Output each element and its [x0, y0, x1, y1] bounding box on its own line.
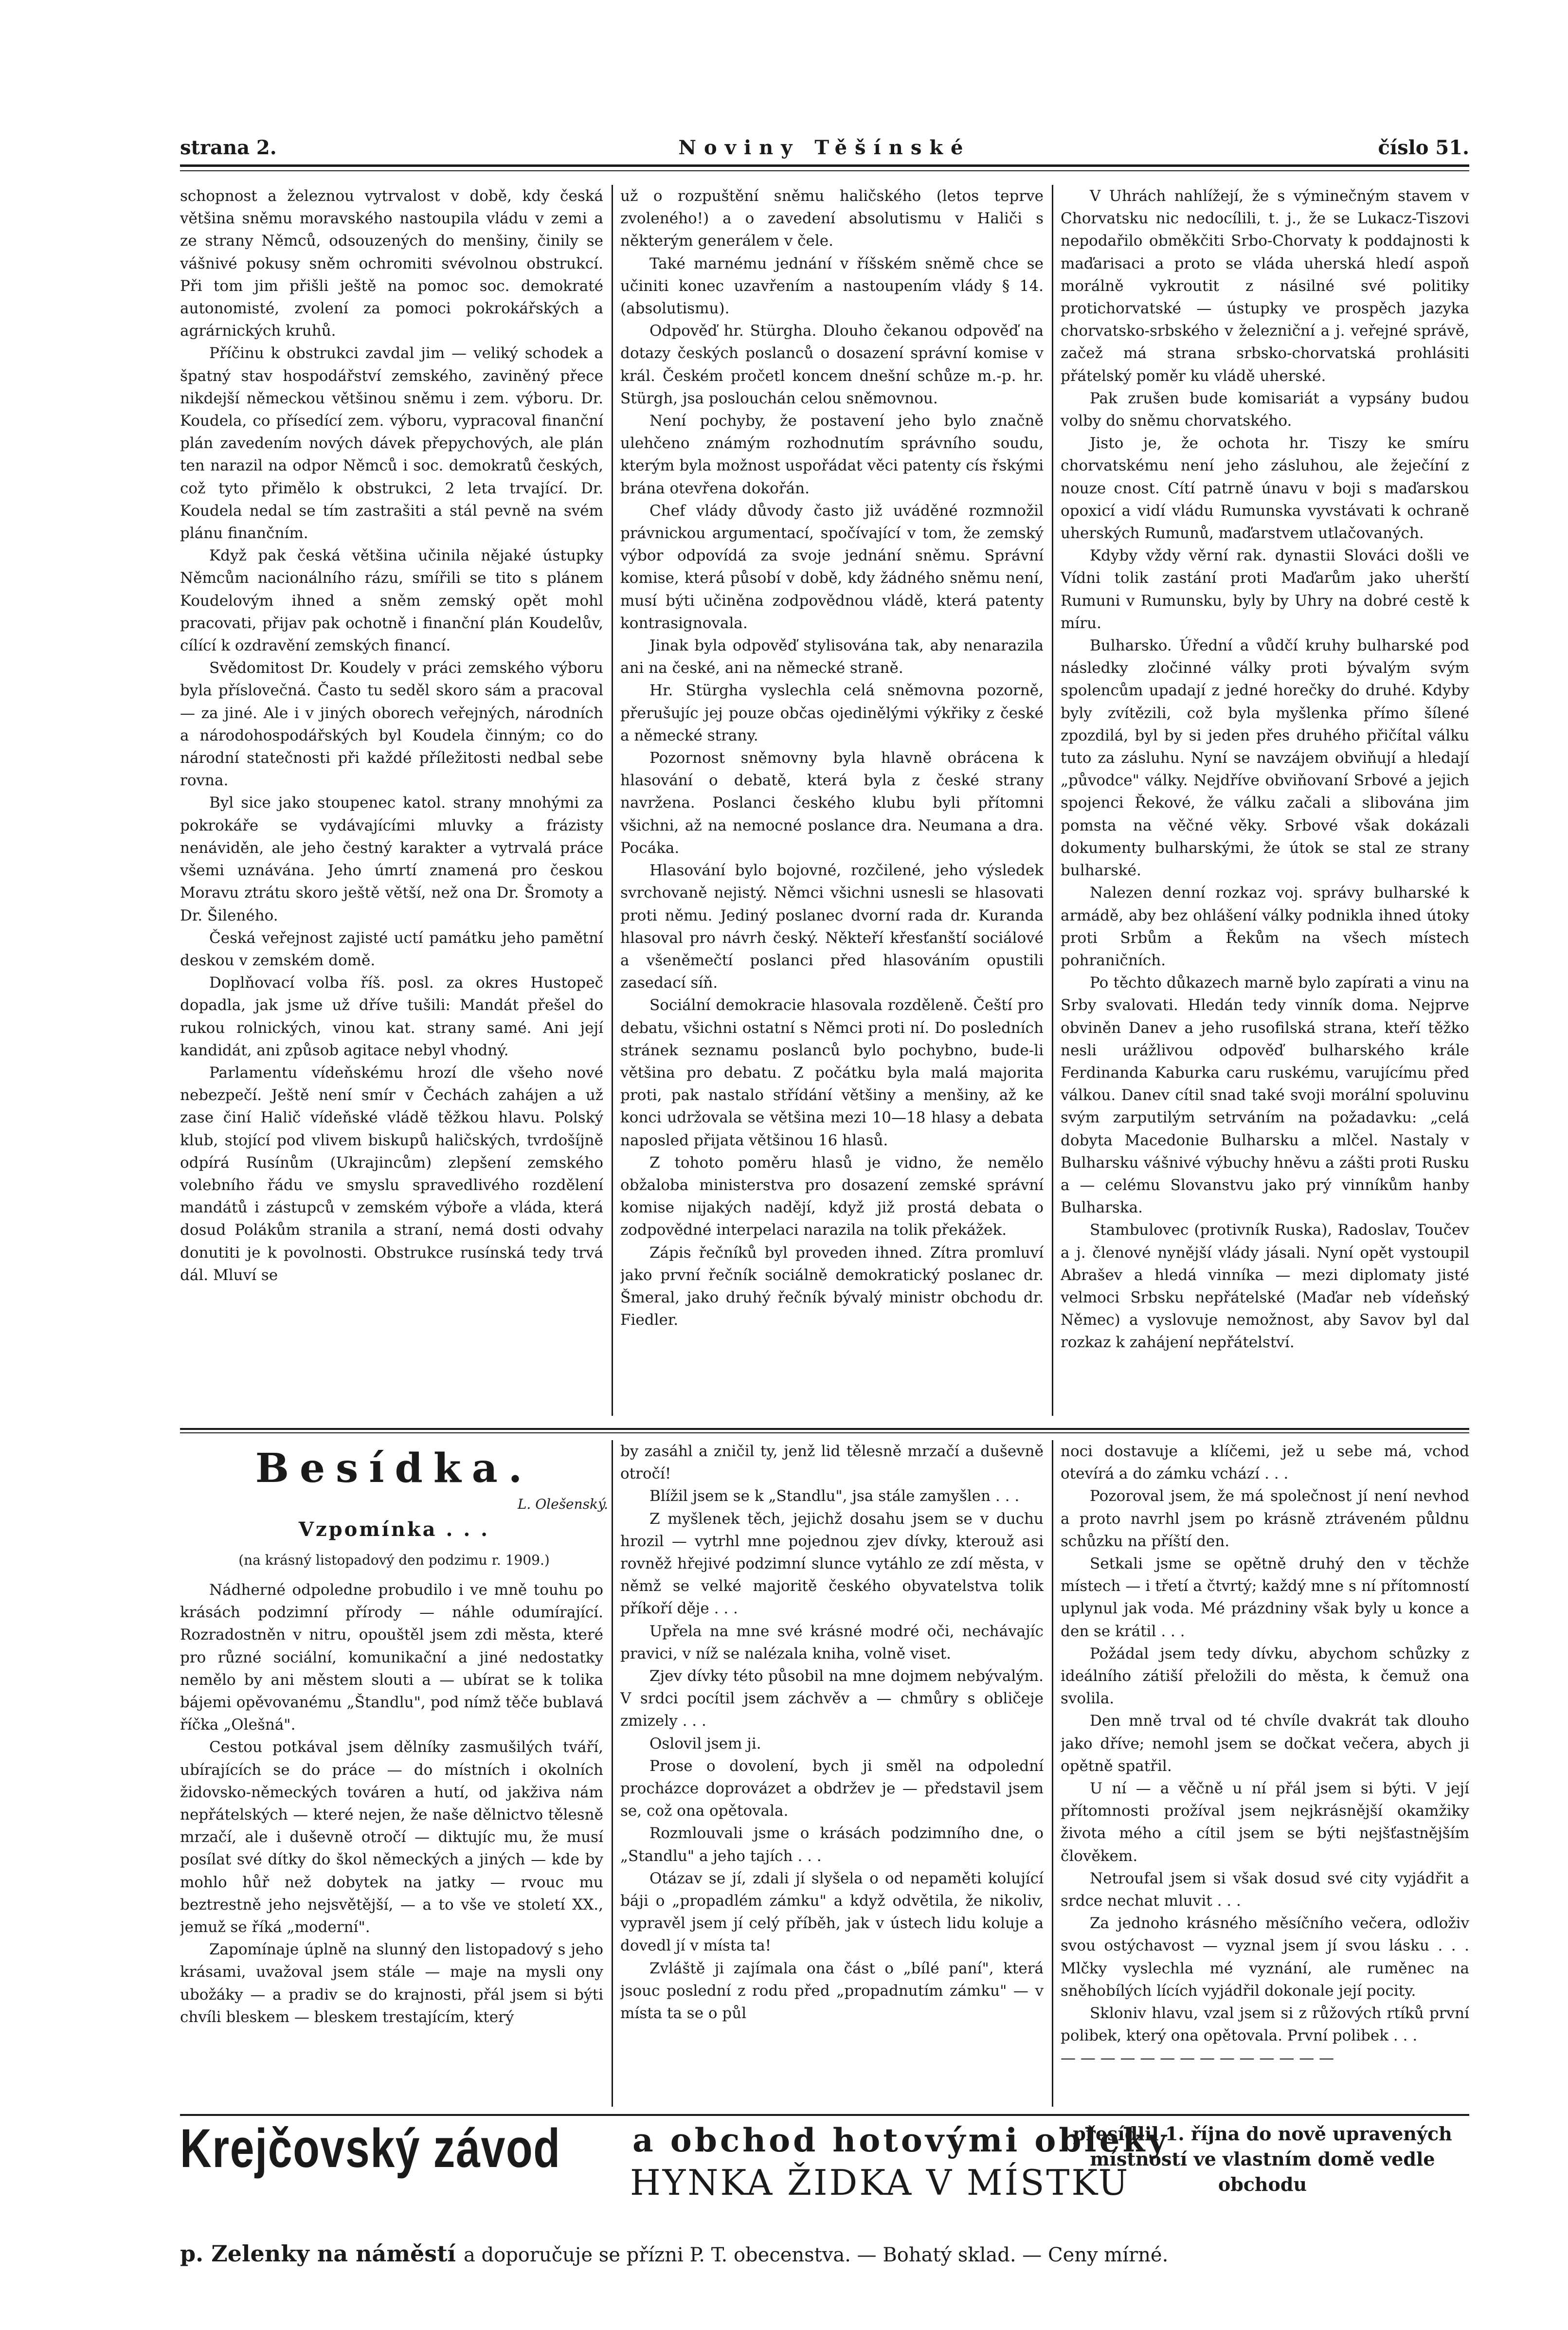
ad-relocation-notice: přesídlil 1. října do nově upravených místností ve vlastním domě vedle obchodu — [1073, 2123, 1452, 2195]
paragraph: Z tohoto poměru hlasů je vidno, že nemělo obžaloba ministerstva pro dosazení zemské správní komise nijakých nadějí, když již prostá debata o zodpovědné interpelaci narazila na tolik překážek. — [620, 1154, 1044, 1239]
tailor-advertisement — [180, 2118, 1469, 2287]
ad-footer — [180, 2240, 1469, 2267]
paragraph: Hr. Stürgha vyslechla celá sněmovna pozorně, přerušujíc jej pouze občas ojedinělými výkřiky z české a německé strany. — [620, 682, 1044, 744]
paragraph: Oslovil jsem ji. — [649, 1734, 761, 1752]
paragraph: Cestou potkával jsem dělníky zasmušilých tváří, ubírajících se do práce — do místních i okolních židovsko-německých továren a hutí, od jakživa nám nepřátelských — které nejen, že naše dělnictvo tělesně mrzačí, ale i duševně otročí — diktujíc mu, že musí posílat své dítky do škol německých a jiných — kde by mohlo hůř než dobytek na jatky — rvouc mu beztrestně jeho nejsvětější, — a to vše ve století XX., jemuž se říká „moderní". — [180, 1738, 603, 1936]
column-3-politics — [1061, 185, 1469, 1416]
paragraph: Zapomínaje úplně na slunný den listopadový s jeho krásami, uvažoval jsem stále — maje na mysli ony ubožáky — a pradiv se do krajnosti, přál jsem si býti chvíli bleskem — bleskem trestajícím, který — [180, 1941, 603, 2026]
column-divider — [1052, 1440, 1053, 2107]
paragraph: U ní — a věčně u ní přál jsem si býti. V její přítomnosti prožíval jsem nejkrásnější okamžiky života mého a cítil jsem se býti nejšťastnějším člověkem. — [1061, 1780, 1469, 1865]
header-rule — [180, 164, 1469, 167]
column-2-politics — [620, 185, 1044, 1416]
column-2-feuilleton — [620, 1440, 1044, 2107]
story-author: L. Olešenský. — [517, 1496, 608, 1512]
paragraph: Také marnému jednání v říšském sněmě chce se učiniti konec uzavřením a nastoupením vlády § 14. (absolutismu). — [620, 254, 1044, 318]
paragraph: Stambulovec (protivník Ruska), Radoslav, Toučev a j. členové nynější vlády jásali. Nyní opět vystoupil Abrašev a hledá vinníka — mezi diplomaty jisté velmoci Srbsku nepřátelské (Maďar neb vídeňský Němec) a vyslovuje nemožnost, aby Savov byl dal rozkaz k zahájení nepřátelství. — [1061, 1221, 1469, 1352]
paragraph: Za jednoho krásného měsíčního večera, odloživ svou ostýchavost — vyznal jsem jí svou lásku . . . Mlčky vyslechla mé vyznání, ale ruměnec na sněhobílých lících vyjádřil dokonale její pocity. — [1061, 1915, 1469, 2000]
section-rule-thin — [180, 1432, 1469, 1433]
ad-footer-location: p. Zelenky na náměstí — [180, 2240, 456, 2267]
paragraph: Nalezen denní rozkaz voj. správy bulharské k armádě, aby bez ohlášení války podnikla ihned útoky proti Srbům a Řekům na všech místech pohraničních. — [1061, 884, 1469, 969]
paragraph: Hlasování bylo bojovné, rozčilené, jeho výsledek svrchovaně nejistý. Němci všichni usnesli se hlasovati proti němu. Jediný poslanec dvorní rada dr. Kuranda hlasoval pro návrh český. Někteří křesťanští sociálové a všeněmečtí poslanci před hlasováním opustili zasedací síň. — [620, 862, 1044, 992]
page-header — [180, 136, 1469, 165]
separator-dashes: — — — — — — — — — — — — — — — [1061, 2049, 1334, 2067]
paragraph: už o rozpuštění sněmu haličského (letos teprve zvoleného!) a o zavedení absolutismu v Haliči s některým generálem v čele. — [620, 187, 1044, 250]
paragraph: Blížil jsem se k „Standlu", jsa stále zamyšlen . . . — [649, 1487, 1020, 1505]
paragraph: Pozornost sněmovny byla hlavně obrácena k hlasování o debatě, která byla z české strany navržena. Poslanci českého klubu byli přítomni všichni, až na nemocné poslance dra. Neumana a dra. Pocáka. — [620, 749, 1044, 857]
paragraph: Upřela na mne své krásné modré oči, nechávajíc pravici, v níž se nalézala kniha, volně viset. — [620, 1622, 1044, 1662]
paragraph: Jisto je, že ochota hr. Tiszy ke smíru chorvatskému není jeho zásluhou, ale žeječíní z nouze cnost. Cítí patrně únavu v boji s maďarskou opoxicí a vidí vládu Rumunska vyvstávati k ochraně uherských Rumunů, maďarstvem utlačovaných. — [1061, 434, 1469, 542]
paragraph: Chef vlády důvody často již uváděné rozmnožil právnickou argumentací, spočívající v tom, že zemský výbor odpovídá za svoje jednání sněmu. Správní komise, která působí v době, kdy žádného sněmu není, musí býti učiněna zodpovědnou vládě, která patenty kontrasignovala. — [620, 502, 1044, 632]
paragraph: Když pak česká většina učinila nějaké ústupky Němcům nacionálního rázu, smířili se tito s plánem Koudelovým ihned a sněm zemský opět mohl pracovati, přijav pak ochotně i finanční plán Koudelův, cílící k ozdravění zemských financí. — [180, 547, 603, 655]
column-1-politics — [180, 185, 603, 1416]
paragraph: Byl sice jako stoupenec katol. strany mnohými za pokrokáře se vydávajícími mluvky a frázisty nenáviděn, ale jeho čestný karakter a vytrvalá práce všemi uznávána. Jeho úmrtí znamená pro českou Moravu ztrátu skoro ještě větší, než ona Dr. Šromoty a Dr. Šileného. — [180, 794, 603, 924]
column-divider — [612, 1440, 613, 2107]
paragraph: Otázav se jí, zdali jí slyšela o od nepaměti kolující báji o „propadlém zámku" a když odvětila, že nikoliv, vypravěl jsem jí celý příběh, jak v ústech lidu koluje a dovedl jí v místa ta! — [620, 1869, 1044, 1955]
column-divider — [612, 185, 613, 1416]
paragraph: Netroufal jsem si však dosud své city vyjádřit a srdce nechat mluvit . . . — [1061, 1869, 1469, 1910]
section-rule — [180, 1428, 1469, 1430]
column-3-feuilleton — [1061, 1440, 1469, 2107]
paragraph: Zvláště ji zajímala ona část o „bílé paní", která jsouc poslední z rodu před „propadnutím zámku" — v místa ta se o půl — [620, 1959, 1044, 2023]
paragraph: Svědomitost Dr. Koudely v práci zemského výboru byla příslovečná. Často tu seděl skoro sám a pracoval — za jiné. Ale i v jiných oborech veřejných, národních a národohospodářských byl Koudela činným; co do národní statečnosti při každé příležitosti nedbal sebe rovna. — [180, 659, 603, 790]
paragraph: Po těchto důkazech marně bylo zapírati a vinu na Srby svalovati. Hledán tedy vinník doma. Nejprve obviněn Danev a jeho rusofilská strana, kteří těžko nesli urážlivou odpověď bulharského krále Ferdinanda Kaburka caru ruskému, varujícímu před válkou. Danev cítil snad také svoji morální spoluvinu svým zarputilým setrváním na požadavku: „celá dobyta Macedonie Bulharsku a mlčel. Nastaly v Bulharsku vášnivé výbuchy hněvu a zášti proti Rusku a — celému Slovanstvu jako prý vinníkům hanby Bulharska. — [1061, 974, 1469, 1217]
column-divider — [1052, 185, 1053, 1416]
ad-line-shop: a obchod hotovými obleky — [632, 2121, 1170, 2159]
paragraph: Sociální demokracie hlasovala rozděleně. Čeští pro debatu, všichni ostatní s Němci proti ní. Do posledních stránek seznamu poslanců bylo pochybno, bude-li většina pro debatu. Z počátku byla malá majorita proti, pak nastalo střídání většiny a menšiny, až ke konci udržovala se většina mezi 10—18 hlasy a debata naposled přijata většinou 16 hlasů. — [620, 996, 1044, 1149]
paragraph: Rozmlouvali jsme o krásách podzimního dne, o „Standlu" a jeho tajích . . . — [620, 1824, 1044, 1865]
column-1-feuilleton — [180, 1579, 603, 2107]
paragraph: Setkali jsme se opětně druhý den v těchže místech — i třetí a čtvrtý; každý mne s ní přítomností uplynul jak voda. Mé prázdniny však byly u konce a den se krátil . . . — [1061, 1555, 1469, 1640]
paragraph: Pak zrušen bude komisariát a vypsány budou volby do sněmu chorvatského. — [1061, 389, 1469, 430]
paragraph: Zjev dívky této působil na mne dojmem nebývalým. V srdci pocítil jsem záchvěv a — chmůry s obličeje zmizely . . . — [620, 1667, 1044, 1730]
ad-line-owner: HYNKA ŽIDKA V MÍSTKU — [630, 2162, 1130, 2203]
paragraph: noci dostavuje a klíčemi, jež u sebe má, vchod otevírá a do zámku vchází . . . — [1061, 1443, 1469, 1483]
paragraph: Skloniv hlavu, vzal jsem si z růžových rtíků první polibek, který ona opětovala. První polibek . . . — [1061, 2005, 1469, 2045]
ad-headline: Krejčovský závod — [180, 2118, 561, 2179]
paragraph: Z myšlenek těch, jejichž dosahu jsem se v duchu hrozil — vytrhl mne pojednou zjev dívky, kterouž asi rovněž hřejivé podzimní slunce vytáhlo ze zdí města, v němž se velké majoritě českého obyvatelstva tolik příkoří děje . . . — [620, 1510, 1044, 1618]
paragraph: Prose o dovolení, bych ji směl na odpolední procházce doprovázet a obdržev je — představil jsem se, což ona opětovala. — [620, 1757, 1044, 1820]
ad-rule — [180, 2114, 1469, 2116]
paragraph: Bulharsko. Úřední a vůdčí kruhy bulharské pod následky zločinné války proti bývalým svým spolencům upadají z jedné horečky do druhé. Kdyby byly zvítězili, což byla myšlenka přímo šílené zpozdilá, byl by si jeden přes druhého přičítal válku tuto za zásluhu. Nyní se navzájem obviňují a hledají „původce" války. Nejdříve obviňovaní Srbové a jejich spojenci Řekové, že válku začali a slibována jim pomsta na věčné věky. Srbové však dokázali dokumenty bulharskými, že útok se stal ze strany bulharské. — [1061, 637, 1469, 880]
paragraph: Pozoroval jsem, že má společnost jí není nevhod a proto navrhl jsem po krásně ztráveném půldnu schůzku na příští den. — [1061, 1487, 1469, 1550]
paragraph: Jinak byla odpověď stylisována tak, aby nenarazila ani na české, ani na německé straně. — [620, 637, 1044, 677]
paragraph: Česká veřejnost zajisté uctí památku jeho pamětní deskou v zemském domě. — [180, 929, 603, 969]
page-number: strana 2. — [180, 136, 277, 159]
paragraph: by zasáhl a zničil ty, jenž lid tělesně mrzačí a duševně otročí! — [620, 1443, 1044, 1483]
issue-number: číslo 51. — [1378, 136, 1469, 159]
paragraph: Nádherné odpoledne probudilo i ve mně touhu po krásách podzimní přírody — náhle odumírající. Rozradostněn v nitru, opouštěl jsem zdi města, které pro různé sociální, komunikační a jiné nedostatky nemělo by ani městem slouti a — ubírat se k tolika bájemi opěvovanému „Štandlu", pod nímž těče bublavá říčka „Olešná". — [180, 1581, 603, 1734]
paragraph: Příčinu k obstrukci zavdal jim — veliký schodek a špatný stav hospodářství zemského, zaviněný přece nikdejší německou většinou sněmu i zem. výboru. Dr. Koudela, co přísedící zem. výboru, vypracoval finanční plán zavedením nových dávek přepychových, ale plán ten narazil na odpor Němců i soc. demokratů českých, což tyto přimělo k obstrukci, 2 leta trvající. Dr. Koudela nedal se tím zastrašiti a stál pevně na svém plánu finančním. — [180, 344, 603, 542]
ad-footer-text: a doporučuje se přízni P. T. obecenstva. — Bohatý sklad. — Ceny mírné. — [463, 2244, 1169, 2266]
header-rule-thin — [180, 170, 1469, 171]
paragraph: Den mně trval od té chvíle dvakrát tak dlouho jako dříve; nemohl jsem se dočkat večera, abych ji opětně spatřil. — [1061, 1712, 1469, 1775]
paragraph: V Uhrách nahlížejí, že s výminečným stavem v Chorvatsku nic nedocílili, t. j., že se Lukacz-Tiszovi nepodařilo obměkčiti Srbo-Chorvaty k poddajnosti k maďarisaci a proto se vláda uherská hledí aspoň morálně vykroutit z násilné své politiky protichorvatské — ústupky ve prospěch jazyka chorvatsko-srbského v železniční a j. veřejné správě, začež má strana srbsko-chorvatská prohlásiti přátelský poměr ku vládě uherské. — [1061, 187, 1469, 385]
paragraph: Není pochyby, že postavení jeho bylo značně ulehčeno známým rozhodnutím správního soudu, kterým byla možnost uspořádat věci patenty cís řskými brána otevřena dokořán. — [620, 412, 1044, 497]
paragraph: schopnost a železnou vytrvalost v době, kdy česká většina sněmu moravského nastoupila vládu v zemi a ze strany Němců, odsouzených do menšiny, činily se vášnivé pokusy sněm ochromiti svévolnou obstrukcí. Při tom jim přišli ještě na pomoc soc. demokraté autonomisté, zvolení za pomoci pokrokářských a agrárnických kruhů. — [180, 187, 603, 340]
paragraph: Odpověď hr. Stürgha. Dlouho čekanou odpověď na dotazy českých poslanců o dosazení správní komise v král. Českém pročetl koncem dnešní schůze m.-p. hr. Stürgh, jsa poslouchán celou sněmovnou. — [620, 322, 1044, 407]
newspaper-name: Noviny Těšínské — [678, 136, 971, 159]
paragraph: Zápis řečníků byl proveden ihned. Zítra promluví jako první řečník sociálně demokratický poslanec dr. Šmeral, jako druhý řečník bývalý ministr obchodu dr. Fiedler. — [620, 1244, 1044, 1329]
paragraph: Požádal jsem tedy dívku, abychom schůzky z ideálního zátiší přeložili do města, k čemuž ona svolila. — [1061, 1644, 1469, 1708]
paragraph: Kdyby vždy věrní rak. dynastii Slováci došli ve Vídni tolik zastání proti Maďarům jako uherští Rumuni v Rumunsku, byly by Uhry na dobré cestě k míru. — [1061, 547, 1469, 632]
paragraph: Doplňovací volba říš. posl. za okres Hustopeč dopadla, jak jsme už dříve tušili: Mandát přešel do rukou rolnických, vinou kat. strany samé. Ani její kandidát, ani způsob agitace nebyl vhodný. — [180, 974, 603, 1059]
besidka-heading: Besídka. — [255, 1445, 533, 1492]
paragraph: Parlamentu vídeňskému hrozí dle všeho nové nebezpečí. Ještě není smír v Čechách zahájen a už zase činí Halič vídeňské vládě těžkou hlavu. Polský klub, stojící pod vlivem biskupů haličských, tvrdošíjně odpírá Rusínům (Ukrajincům) zlepšení zemského volebního řádu ve smyslu spravedlivého rozdělení mandátů i zástupců v zemském výboře a vláda, která dosud Polákům stranila a straní, nemá dosti odvahy donutiti je k povolnosti. Obstrukce rusínská tedy trvá dál. Mluví se — [180, 1064, 603, 1284]
story-subtitle: (na krásný listopadový den podzimu r. 1909.) — [238, 1552, 550, 1568]
story-title: Vzpomínka . . . — [298, 1518, 490, 1541]
